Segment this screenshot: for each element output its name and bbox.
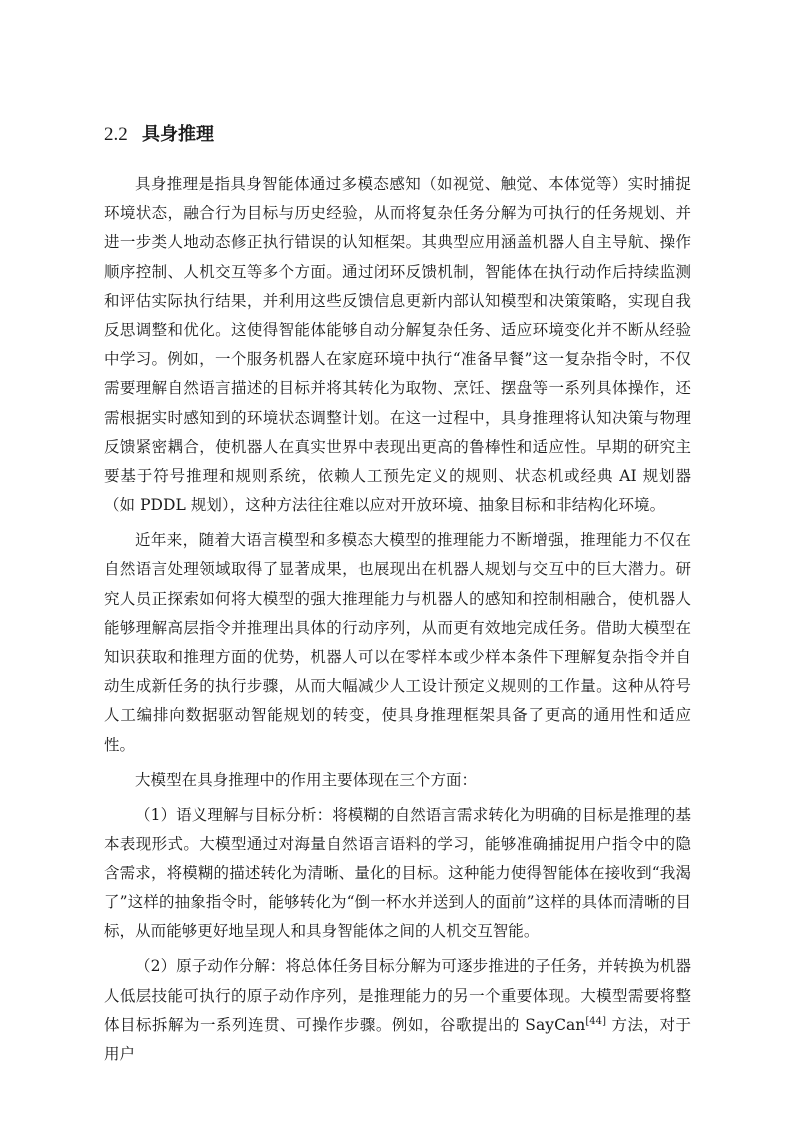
section-heading bbox=[104, 121, 214, 148]
paragraph-embodied-reasoning-definition: 具身推理是指具身智能体通过多模态感知（如视觉、触觉、本体觉等）实时捕捉环境状态，融合行为目标与历史经验，从而将复杂任务分解为可执行的任务规划、并进一步类人地动态修正执行错误的认知框架。其典型应用涵盖机器人自主导航、操作顺序控制、人机交互等多个方面。通过闭环反馈机制，智能体在执行动作后持续监测和评估实际执行结果，并利用这些反馈信息更新内部认知模型和决策策略，实现自我反思调整和优化。这使得智能体能够自动分解复杂任务、适应环境变化并不断从经验中学习。例如，一个服务机器人在家庭环境中执行“准备早餐”这一复杂指令时，不仅需要理解自然语言描述的目标并将其转化为取物、烹饪、摆盘等一系列具体操作，还需根据实时感知到的环境状态调整计划。在这一过程中，具身推理将认知决策与物理反馈紧密耦合，使机器人在真实世界中表现出更高的鲁棒性和适应性。早期的研究主要基于符号推理和规则系统，依赖人工预先定义的规则、状态机或经典 AI 规划器（如 PDDL 规划），这种方法往往难以应对开放环境、抽象目标和非结构化环境。 bbox=[104, 175, 691, 515]
section-title: 具身推理 bbox=[142, 124, 214, 145]
paragraph-text-before-citation: （2）原子动作分解：将总体任务目标分解为可逐步推进的子任务，并转换为机器人低层技能可执行的原子动作序列，是推理能力的另一个重要体现。大模型需要将整体目标拆解为一系列连贯、可操作步骤。例如，谷歌提出的 SayCan bbox=[104, 957, 691, 1034]
citation-reference: [44] bbox=[585, 1015, 607, 1027]
section-number: 2.2 bbox=[104, 124, 128, 145]
paragraph-three-aspects-intro: 大模型在具身推理中的作用主要体现在三个方面： bbox=[135, 770, 478, 789]
paragraph-text-after-citation: 方法，对于用户 bbox=[104, 1015, 692, 1064]
body-text bbox=[104, 170, 691, 1069]
paragraph-atomic-action-decomposition bbox=[104, 952, 691, 1069]
paragraph-semantic-understanding: （1）语义理解与目标分析：将模糊的自然语言需求转化为明确的目标是推理的基本表现形式。大模型通过对海量自然语言语料的学习，能够准确捕捉用户指令中的隐含需求，将模糊的描述转化为清晰、量化的目标。这种能力使得智能体在接收到“我渴了”这样的抽象指令时，能够转化为“倒一杯水并送到人的面前”这样的具体而清晰的目标，从而能够更好地呈现人和具身智能体之间的人机交互智能。 bbox=[104, 805, 691, 941]
paragraph-recent-advances: 近年来，随着大语言模型和多模态大模型的推理能力不断增强，推理能力不仅在自然语言处理领域取得了显著成果，也展现出在机器人规划与交互中的巨大潜力。研究人员正探索如何将大模型的强大推理能力与机器人的感知和控制相融合，使机器人能够理解高层指令并推理出具体的行动序列，从而更有效地完成任务。借助大模型在知识获取和推理方面的优势，机器人可以在零样本或少样本条件下理解复杂指令并自动生成新任务的执行步骤，从而大幅减少人工设计预定义规则的工作量。这种从符号人工编排向数据驱动智能规划的转变，使具身推理框架具备了更高的通用性和适应性。 bbox=[104, 531, 691, 754]
